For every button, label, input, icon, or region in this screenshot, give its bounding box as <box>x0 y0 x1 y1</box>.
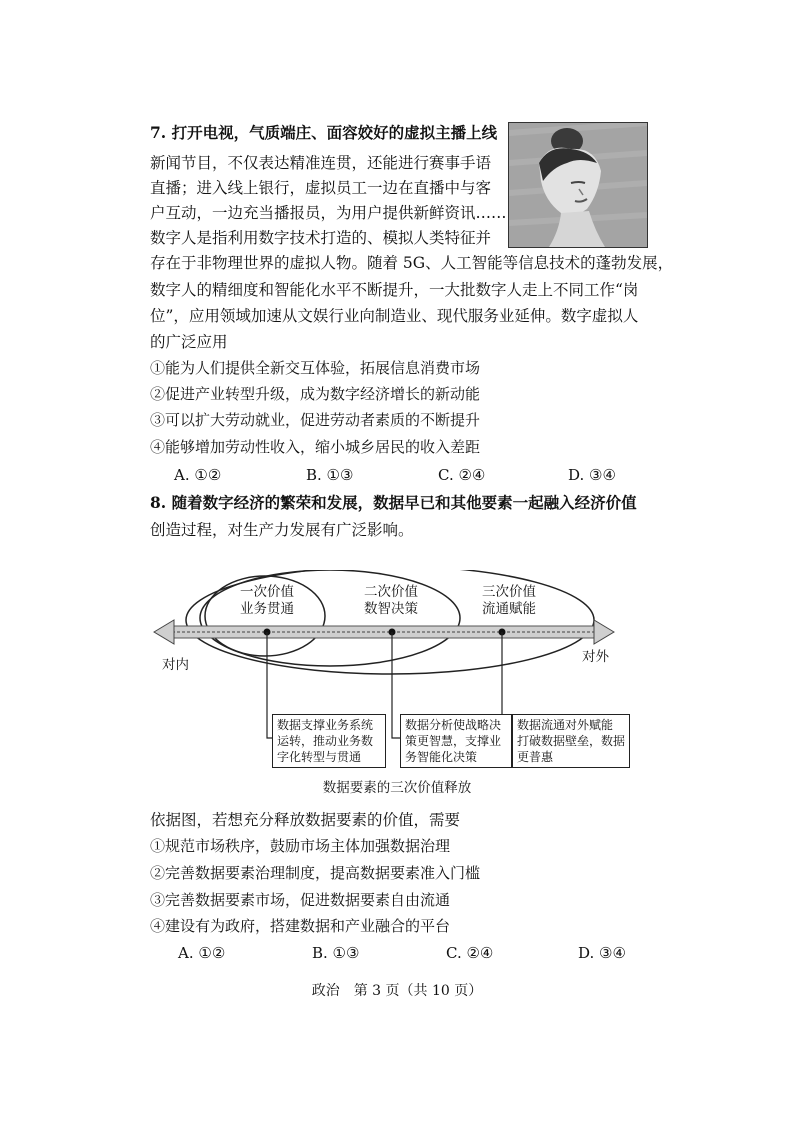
q7-statement-4: ④能够增加劳动性收入，缩小城乡居民的收入差距 <box>150 438 481 456</box>
q7-statement-1: ①能为人们提供全新交互体验，拓展信息消费市场 <box>150 359 481 377</box>
q7-line-8: 位”，应用领域加速从文娱行业向制造业、现代服务业延伸。数字虚拟人 <box>150 307 639 325</box>
q8-option-a[interactable]: A. ①② <box>178 944 226 962</box>
ellipse-label-second-sub: 数智决策 <box>364 601 418 617</box>
q8-option-b[interactable]: B. ①③ <box>312 944 360 962</box>
box-first-line-1: 数据支撑业务系统 <box>277 718 374 732</box>
box-first-line-2: 运转，推动业务数 <box>277 734 374 748</box>
q7-option-b[interactable]: B. ①③ <box>306 466 354 484</box>
q7-line-5: 数字人是指利用数字技术打造的、模拟人类特征并 <box>150 229 492 247</box>
ellipse-label-third-title: 三次价值 <box>482 584 536 600</box>
q7-line-7: 数字人的精细度和智能化水平不断提升，一大批数字人走上不同工作“岗 <box>150 281 639 299</box>
q8-statement-1: ①规范市场秩序，鼓励市场主体加强数据治理 <box>150 837 451 855</box>
q7-option-a[interactable]: A. ①② <box>174 466 222 484</box>
box-second-line-3: 务智能化决策 <box>405 750 478 764</box>
data-value-diagram <box>150 570 630 800</box>
q8-statement-3: ③完善数据要素市场，促进数据要素自由流通 <box>150 891 451 909</box>
ellipse-label-first-title: 一次价值 <box>240 584 294 600</box>
axis-label-outward: 对外 <box>582 649 609 665</box>
q7-line-4: 户互动，一边充当播报员，为用户提供新鲜资讯…… <box>150 204 507 222</box>
virtual-anchor-portrait <box>508 122 648 248</box>
q7-line-6: 存在于非物理世界的虚拟人物。随着 5G、人工智能等信息技术的蓬勃发展， <box>150 254 674 272</box>
q8-option-d[interactable]: D. ③④ <box>578 944 626 962</box>
q7-line-3: 直播；进入线上银行，虚拟员工一边在直播中与客 <box>150 179 492 197</box>
ellipse-label-third-sub: 流通赋能 <box>482 601 536 617</box>
page-footer: 政治 第 3 页（共 10 页） <box>311 983 483 999</box>
q7-option-d[interactable]: D. ③④ <box>568 466 616 484</box>
box-third-line-2: 打破数据壁垒，数据 <box>517 734 626 748</box>
q8-statement-2: ②完善数据要素治理制度，提高数据要素准入门槛 <box>150 864 481 882</box>
q8-line-2: 创造过程，对生产力发展有广泛影响。 <box>150 521 414 539</box>
q8-line-1: 8. 随着数字经济的繁荣和发展，数据早已和其他要素一起融入经济价值 <box>150 493 637 512</box>
box-third-line-3: 更普惠 <box>517 750 554 764</box>
axis-label-inward: 对内 <box>162 657 189 673</box>
q8-option-c[interactable]: C. ②④ <box>446 944 494 962</box>
description-box-third <box>512 714 630 768</box>
axis-arrow <box>154 620 614 644</box>
box-second-line-2: 策更智慧，支撑业 <box>405 734 502 748</box>
ellipse-label-first-sub: 业务贯通 <box>240 601 294 617</box>
box-first-line-3: 字化转型与贯通 <box>277 750 362 764</box>
q7-statement-3: ③可以扩大劳动就业，促进劳动者素质的不断提升 <box>150 411 481 429</box>
box-second-line-1: 数据分析使战略决 <box>405 718 502 732</box>
diagram-caption: 数据要素的三次价值释放 <box>322 780 472 796</box>
ellipse-label-second-title: 二次价值 <box>364 584 418 600</box>
description-box-second <box>400 714 512 768</box>
q8-prompt: 依据图，若想充分释放数据要素的价值，需要 <box>150 811 461 829</box>
q7-statement-2: ②促进产业转型升级，成为数字经济增长的新动能 <box>150 385 481 403</box>
q7-line-1: 7. 打开电视，气质端庄、面容姣好的虚拟主播上线 <box>150 123 498 142</box>
description-box-first <box>272 714 386 768</box>
box-third-line-1: 数据流通对外赋能 <box>517 718 614 732</box>
q8-statement-4: ④建设有为政府，搭建数据和产业融合的平台 <box>150 917 451 935</box>
q7-line-9: 的广泛应用 <box>150 333 228 351</box>
q7-line-2: 新闻节目，不仅表达精准连贯，还能进行赛事手语 <box>150 154 492 172</box>
q7-option-c[interactable]: C. ②④ <box>438 466 486 484</box>
